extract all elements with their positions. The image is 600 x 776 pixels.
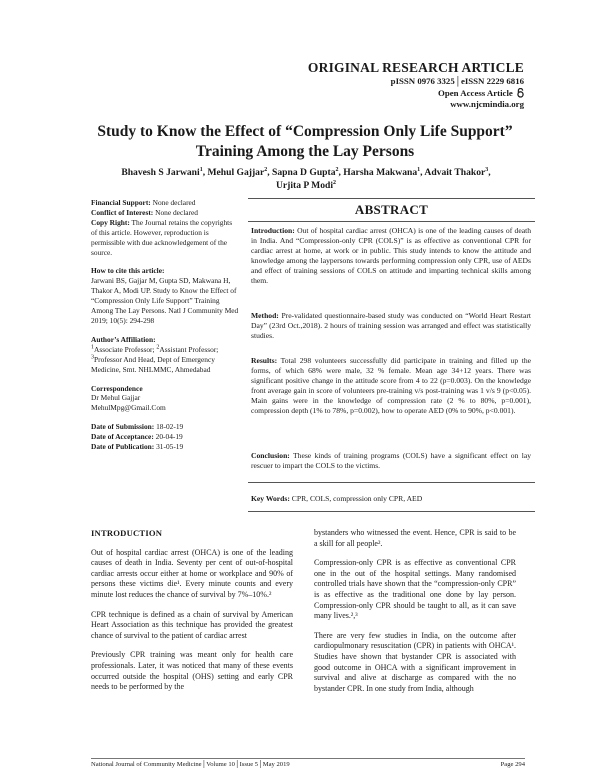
body-paragraph: Out of hospital cardiac arrest (OHCA) is one of the leading causes of death in India. Seventy per cent of out-of-hospital cardiac arrests occur either at home or workplace and 90% of persons these victims die¹. Every minute counts and every minute lost reduces the chance of survival by 7%–10%.²	[91, 547, 293, 599]
financial-support-label: Financial Support:	[91, 198, 151, 207]
article-title	[60, 122, 550, 162]
affiliation-1: Associate Professor;	[94, 344, 155, 354]
abstract-bottom-rule	[248, 511, 535, 512]
keywords-text: CPR, COLS, compression only CPR, AED	[291, 494, 423, 503]
correspondence-email[interactable]: MehulMpg@Gmail.Com	[91, 403, 166, 413]
body-paragraph: bystanders who witnessed the event. Hence, CPR is said to be a skill for all people².	[314, 528, 516, 548]
copyright-value: The Journal retains the copyrights of this article. However, reproduction is permissible with due acknowledgement of the source.	[91, 217, 233, 257]
abstract-box	[248, 198, 535, 511]
body-paragraph: There are very few studies in India, on the outcome after cardiopulmonary resuscitation (CPR) in patients with OHCA¹. Studies have shown that bystander CPR is associated with good outcome in OHCA with a significant improvement in survival and alive at discharge as compared with the no bystander CPR. In one study from India, although	[314, 630, 516, 693]
author-name: Bhavesh S Jarwani	[121, 167, 200, 178]
financial-support-value: None declared	[152, 198, 196, 207]
body-paragraph: Previously CPR training was meant only for health care professionals. Later, it was noticed that many of these events occurred outside the hospital (OHS) setting and early CPR needs to be performed by the	[91, 650, 293, 692]
cite-label: How to cite this article:	[91, 266, 165, 276]
footer-page-number: Page 294	[500, 761, 525, 768]
affiliation-mark: 1	[91, 344, 94, 351]
abstract-intro-label: Introduction:	[251, 226, 295, 235]
submission-value: 18-02-19	[156, 422, 184, 432]
body-paragraph: CPR technique is defined as a chain of survival by American Heart Association as this technique has provided the greatest chance of survival to the patient of cardiac arrest	[91, 609, 293, 640]
abstract-keywords	[251, 494, 531, 504]
author-list: Bhavesh S Jarwani$^1$, Mehul Gajjar$^2$, Sapna D Gupta$^2$, Harsha Makwana$^1$, Advait Thakor$^3$, Urjita P Modi$^2$	[121, 166, 491, 191]
publication-date	[91, 442, 239, 452]
conflict-label: Conflict of Interest:	[91, 207, 154, 217]
abstract-method-label: Method:	[251, 311, 279, 320]
open-access-line	[308, 88, 524, 100]
author-affiliation-mark: 1	[199, 166, 203, 173]
publication-label: Date of Publication:	[91, 442, 155, 452]
article-header	[308, 60, 524, 111]
abstract-heading: ABSTRACT	[354, 202, 429, 217]
keywords-rule	[248, 482, 535, 483]
journal-website[interactable]: www.njcmindia.org	[450, 99, 524, 109]
author-name: Urjita P Modi	[275, 180, 334, 191]
acceptance-date	[91, 432, 239, 442]
author-name: Sapna D Gupta	[272, 167, 336, 178]
abstract-heading-rule	[248, 221, 535, 222]
correspondence-heading	[91, 384, 239, 394]
open-access-icon	[517, 88, 524, 98]
article-info-sidebar	[91, 198, 239, 452]
affiliation-label: Author’s Affiliation:	[91, 334, 156, 344]
open-access-label: Open Access Article	[438, 87, 513, 98]
abstract-results-label: Results:	[251, 356, 278, 365]
affiliation-mark: 3	[91, 354, 94, 361]
abstract-results	[251, 356, 531, 416]
abstract-conclusion	[251, 451, 531, 471]
article-type: ORIGINAL RESEARCH ARTICLE	[307, 60, 524, 75]
conflict-value: None declared	[155, 207, 199, 217]
abstract-conclusion-label: Conclusion:	[251, 451, 290, 460]
footer-journal: National Journal of Community Medicine│Volume 10│Issue 5│May 2019	[91, 761, 290, 768]
title-line-2: Training Among the Lay Persons	[195, 143, 415, 160]
author-name: Harsha Makwana	[343, 167, 418, 178]
introduction-heading: INTRODUCTION	[91, 528, 163, 538]
author-affiliation-mark: 1	[417, 166, 421, 173]
abstract-method-text: Pre-validated questionnaire-based study was conducted on “World Heart Restart Day” (23rd Oct.,2018). 2 hours of training session was arranged and effect was statistically studies.	[251, 311, 531, 340]
affiliation-heading	[91, 335, 239, 345]
affiliation-mark: 2	[156, 344, 160, 351]
title-line-1: Study to Know the Effect of “Compression Only Life Support”	[97, 123, 513, 140]
copyright	[91, 218, 239, 258]
conflict-of-interest	[91, 208, 239, 218]
cite-text: Jarwani BS, Gajjar M, Gupta SD, Makwana H, Thakor A, Modi UP. Study to Know the Effect of “Compression Only Life Support” Training Among The Lay Persons. Natl J Community Med 2019; 10(5): 294-298	[91, 276, 239, 325]
correspondence-label: Correspondence	[91, 383, 143, 393]
author-affiliation-mark: 2	[264, 166, 268, 173]
cite-heading	[91, 266, 239, 276]
affiliation-text	[91, 345, 239, 375]
abstract-introduction	[251, 226, 531, 286]
affiliation-3: Professor And Head, Dept of Emergency Medicine, Smt. NHLMMC, Ahmedabad	[91, 354, 215, 374]
author-affiliation-mark: 2	[333, 179, 337, 186]
body-paragraph: Compression-only CPR is as effective as conventional CPR one in the out of the hospital settings. Many randomised controlled trials have shown that the “compression-only CPR” is as effective as the traditional one done by lay person. Compression-only CPR should be taught to all, as it can save many lives.²,³	[314, 558, 516, 621]
acceptance-value: 20-04-19	[155, 432, 183, 442]
footer-rule	[91, 758, 525, 759]
abstract-conclusion-text: These kinds of training programs (COLS) have a significant effect on lay rescuer to impart the COLS to the victims.	[251, 451, 531, 470]
abstract-intro-text: Out of hospital cardiac arrest (OHCA) is one of the leading causes of death in India. And “Compression-only CPR (COLS)” is as effective as conventional CPR for cardiac arrest at home, at work or in public. This study intends to know the attitude and knowledge among the laypersons towards performing compression only CPR, use of AEDs and effect of training sessions of COLS on attitude and imparting technical skills among them.	[251, 226, 531, 285]
publication-value: 31-05-19	[156, 442, 184, 452]
body-column-left	[91, 528, 293, 702]
abstract-top-rule	[248, 198, 535, 199]
author-affiliation-mark: 3	[485, 166, 489, 173]
issn: pISSN 0976 3325│eISSN 2229 6816	[390, 76, 524, 86]
body-column-right	[314, 528, 516, 703]
abstract-results-text: Total 298 volunteers successfully did participate in training and filled up the forms, of which 68% were male, 32 % female. Mean age 34+12 years. There was significant positive change in the attitude score from 4 to 22 (p=0.003). On the knowledge front average gain in score of volunteers pre-training v/s post-training was 1 v/s 9 (p<0.05). Main gains were in the knowledge of compression rate (2 % to 80%, p=0.001), compression depth (1% to 78%, p=0.002), how to operate AED (0% to 90%, p<0.001).	[251, 356, 531, 415]
author-name: Mehul Gajjar	[207, 167, 265, 178]
submission-label: Date of Submission:	[91, 422, 155, 432]
affiliation-2: Assistant Professor;	[159, 344, 219, 354]
acceptance-label: Date of Acceptance:	[91, 432, 154, 442]
financial-support	[91, 198, 239, 208]
author-affiliation-mark: 2	[335, 166, 339, 173]
copyright-label: Copy Right:	[91, 217, 130, 227]
author-name: Advait Thakor	[424, 167, 486, 178]
submission-date	[91, 422, 239, 432]
keywords-label: Key Words:	[251, 494, 290, 503]
correspondence-name: Dr Mehul Gajjar	[91, 393, 141, 403]
abstract-method	[251, 311, 531, 341]
